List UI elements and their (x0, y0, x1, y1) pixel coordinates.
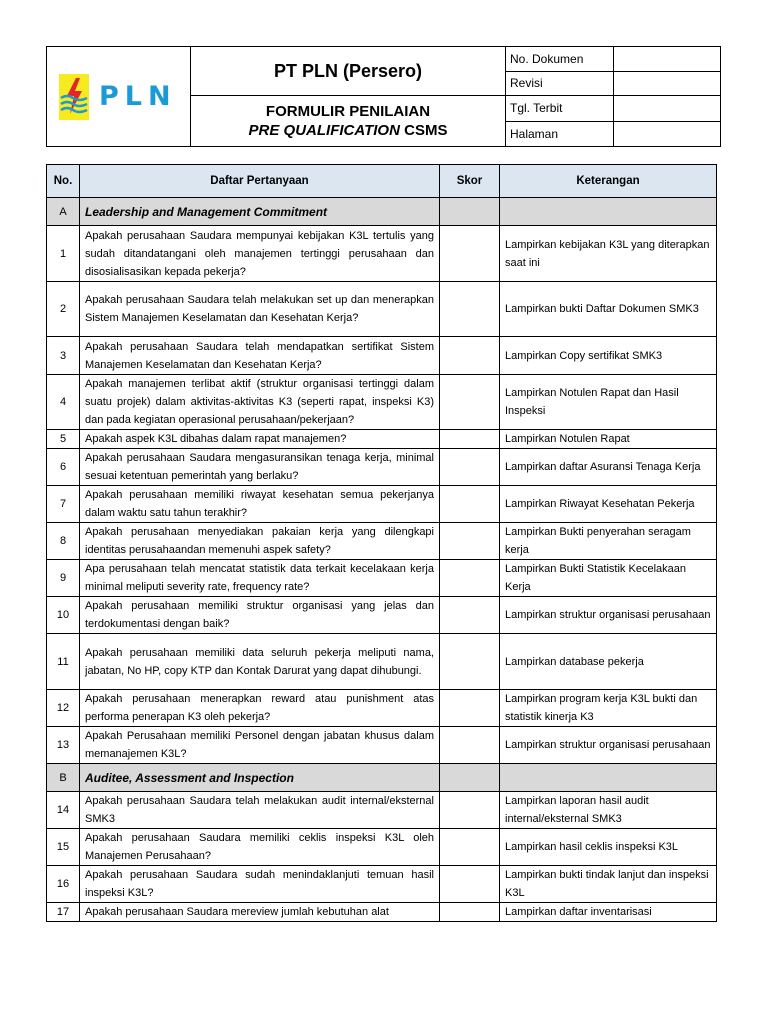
meta-value-no-dokumen (614, 47, 721, 72)
row-keterangan: Lampirkan database pekerja (500, 634, 717, 690)
row-no: 11 (47, 634, 80, 690)
table-row (47, 866, 717, 903)
company-name: PT PLN (Persero) (191, 47, 506, 96)
row-question: Apakah perusahaan memiliki struktur organisasi yang jelas dan terdokumentasi dengan baik? (80, 597, 440, 634)
row-no: 14 (47, 792, 80, 829)
meta-label-revisi: Revisi (506, 71, 614, 96)
row-skor[interactable] (440, 486, 500, 523)
row-keterangan: Lampirkan laporan hasil audit internal/eksternal SMK3 (500, 792, 717, 829)
meta-label-no-dokumen: No. Dokumen (506, 47, 614, 72)
assessment-table (46, 164, 717, 922)
row-skor[interactable] (440, 226, 500, 282)
table-row (47, 486, 717, 523)
row-no: 3 (47, 337, 80, 375)
row-keterangan: Lampirkan bukti tindak lanjut dan inspeksi K3L (500, 866, 717, 903)
section-skor (440, 198, 500, 226)
row-skor[interactable] (440, 282, 500, 337)
row-skor[interactable] (440, 634, 500, 690)
table-row (47, 634, 717, 690)
row-no: 8 (47, 523, 80, 560)
logo-cell (47, 47, 191, 147)
section-id: A (47, 198, 80, 226)
section-keterangan (500, 764, 717, 792)
row-skor[interactable] (440, 727, 500, 764)
row-keterangan: Lampirkan struktur organisasi perusahaan (500, 597, 717, 634)
table-row (47, 523, 717, 560)
table-row (47, 282, 717, 337)
row-no: 17 (47, 903, 80, 922)
table-row (47, 792, 717, 829)
logo-text: PLN (99, 81, 177, 112)
col-header-no: No. (47, 165, 80, 198)
form-title-line1: FORMULIR PENILAIAN (265, 103, 431, 120)
section-row-a (47, 198, 717, 226)
row-no: 4 (47, 375, 80, 430)
row-question: Apakah perusahaan Saudara mereview jumlah kebutuhan alat (80, 903, 440, 922)
row-skor[interactable] (440, 523, 500, 560)
row-skor[interactable] (440, 337, 500, 375)
meta-value-halaman (614, 121, 721, 147)
row-no: 16 (47, 866, 80, 903)
row-question: Apakah manajemen terlibat aktif (struktur organisasi tertinggi dalam suatu projek) dalam aktivitas-aktivitas K3 (seperti rapat, inspeksi K3) dan pada kegiatan operasional perusahaan/pekerjaan? (80, 375, 440, 430)
row-no: 6 (47, 449, 80, 486)
row-keterangan: Lampirkan Notulen Rapat (500, 430, 717, 449)
row-keterangan: Lampirkan Bukti penyerahan seragam kerja (500, 523, 717, 560)
col-header-pertanyaan: Daftar Pertanyaan (80, 165, 440, 198)
row-question: Apa perusahaan telah mencatat statistik data terkait kecelakaan kerja minimal meliputi severity rate, frequency rate? (80, 560, 440, 597)
form-title (191, 96, 506, 147)
row-keterangan: Lampirkan program kerja K3L bukti dan statistik kinerja K3 (500, 690, 717, 727)
form-title-line2 (191, 121, 505, 140)
row-question: Apakah perusahaan memiliki riwayat kesehatan semua pekerjanya dalam waktu satu tahun terakhir? (80, 486, 440, 523)
row-skor[interactable] (440, 375, 500, 430)
row-no: 12 (47, 690, 80, 727)
table-header-row (47, 165, 717, 198)
row-skor[interactable] (440, 829, 500, 866)
table-row (47, 690, 717, 727)
pln-logo-icon (59, 74, 89, 120)
row-keterangan: Lampirkan Bukti Statistik Kecelakaan Kerja (500, 560, 717, 597)
section-title: Leadership and Management Commitment (80, 198, 440, 226)
row-question: Apakah perusahaan Saudara mempunyai kebijakan K3L tertulis yang sudah ditandatangani oleh manajemen tertinggi perusahaan dan disosialisasikan kepada pekerja? (80, 226, 440, 282)
row-skor[interactable] (440, 449, 500, 486)
row-keterangan: Lampirkan daftar Asuransi Tenaga Kerja (500, 449, 717, 486)
section-title: Auditee, Assessment and Inspection (80, 764, 440, 792)
section-id: B (47, 764, 80, 792)
table-row (47, 560, 717, 597)
row-question: Apakah perusahaan menerapkan reward atau punishment atas performa penerapan K3 oleh pekerja? (80, 690, 440, 727)
row-no: 2 (47, 282, 80, 337)
table-row (47, 727, 717, 764)
row-no: 9 (47, 560, 80, 597)
row-question: Apakah perusahaan menyediakan pakaian kerja yang dilengkapi identitas perusahaandan memenuhi aspek safety? (80, 523, 440, 560)
col-header-keterangan: Keterangan (500, 165, 717, 198)
row-keterangan: Lampirkan Notulen Rapat dan Hasil Inspeksi (500, 375, 717, 430)
row-keterangan: Lampirkan Riwayat Kesehatan Pekerja (500, 486, 717, 523)
row-keterangan: Lampirkan struktur organisasi perusahaan (500, 727, 717, 764)
row-skor[interactable] (440, 690, 500, 727)
row-keterangan: Lampirkan kebijakan K3L yang diterapkan saat ini (500, 226, 717, 282)
row-skor[interactable] (440, 597, 500, 634)
row-skor[interactable] (440, 792, 500, 829)
section-skor (440, 764, 500, 792)
meta-value-tgl-terbit (614, 96, 721, 122)
table-row (47, 829, 717, 866)
meta-label-tgl-terbit: Tgl. Terbit (506, 96, 614, 122)
row-keterangan: Lampirkan daftar inventarisasi (500, 903, 717, 922)
row-question: Apakah aspek K3L dibahas dalam rapat manajemen? (80, 430, 440, 449)
row-question: Apakah perusahaan Saudara memiliki ceklis inspeksi K3L oleh Manajemen Perusahaan? (80, 829, 440, 866)
table-row (47, 430, 717, 449)
row-question: Apakah perusahaan Saudara mengasuransikan tenaga kerja, minimal sesuai ketentuan pemerintah yang berlaku? (80, 449, 440, 486)
row-question: Apakah perusahaan Saudara telah mendapatkan sertifikat Sistem Manajemen Keselamatan dan Kesehatan Kerja? (80, 337, 440, 375)
row-no: 10 (47, 597, 80, 634)
row-no: 7 (47, 486, 80, 523)
row-skor[interactable] (440, 903, 500, 922)
col-header-skor: Skor (440, 165, 500, 198)
table-row (47, 449, 717, 486)
row-question: Apakah perusahaan Saudara telah melakukan set up dan menerapkan Sistem Manajemen Keselamatan dan Kesehatan Kerja? (80, 282, 440, 337)
table-row (47, 226, 717, 282)
meta-value-revisi (614, 71, 721, 96)
table-row (47, 903, 717, 922)
row-no: 5 (47, 430, 80, 449)
table-row (47, 597, 717, 634)
form-title-italic: PRE QUALIFICATION (248, 122, 400, 139)
row-question: Apakah perusahaan Saudara sudah menindaklanjuti temuan hasil inspeksi K3L? (80, 866, 440, 903)
pln-logo (47, 74, 190, 120)
form-title-rest: CSMS (399, 122, 448, 139)
table-row (47, 337, 717, 375)
document-header (46, 46, 721, 147)
section-row-b (47, 764, 717, 792)
row-question: Apakah Perusahaan memiliki Personel dengan jabatan khusus dalam memanajemen K3L? (80, 727, 440, 764)
row-question: Apakah perusahaan memiliki data seluruh pekerja meliputi nama, jabatan, No HP, copy KTP dan Kontak Darurat yang dapat dihubungi. (80, 634, 440, 690)
table-row (47, 375, 717, 430)
row-skor[interactable] (440, 866, 500, 903)
row-keterangan: Lampirkan bukti Daftar Dokumen SMK3 (500, 282, 717, 337)
row-skor[interactable] (440, 430, 500, 449)
meta-label-halaman: Halaman (506, 121, 614, 147)
section-keterangan (500, 198, 717, 226)
row-skor[interactable] (440, 560, 500, 597)
row-no: 1 (47, 226, 80, 282)
row-keterangan: Lampirkan hasil ceklis inspeksi K3L (500, 829, 717, 866)
row-question: Apakah perusahaan Saudara telah melakukan audit internal/eksternal SMK3 (80, 792, 440, 829)
row-no: 13 (47, 727, 80, 764)
row-no: 15 (47, 829, 80, 866)
row-keterangan: Lampirkan Copy sertifikat SMK3 (500, 337, 717, 375)
